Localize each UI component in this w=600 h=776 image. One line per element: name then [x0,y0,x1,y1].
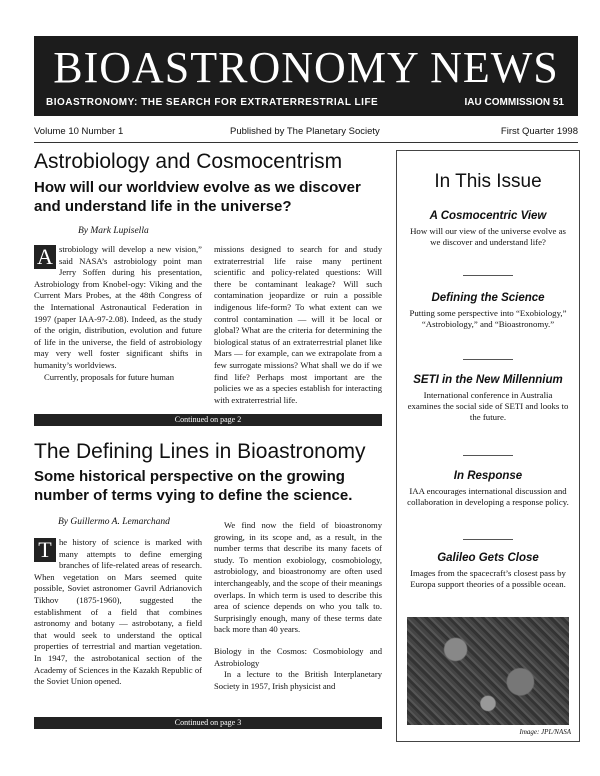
divider [463,455,513,456]
divider [463,359,513,360]
article2-col1-text: he history of science is marked with many attempts to define emerging branches of life-related areas of research. When vegetation on Mars seemed quite possible, Soviet astronomer Gavril Adrianovich Tikhov (1875-1960), suggested the establishment of a field that combines astronomy and botany — astrobotany, a field that would seek to understand the optical properties of terrestrial and martian vegetation. In 1947, the astrobotanical section of the Academy of Sciences in the Kazakh Republic of the Soviet Union opened. [34,537,202,687]
continued-link[interactable]: Continued on page 3 [34,717,382,729]
sidebar-item-desc: International conference in Australia examines the social side of SETI and looks to the future. [407,390,569,422]
sidebar-item-desc: Putting some perspective into “Exobiology,” “Astrobiology,” and “Bioastronomy.” [409,308,567,329]
sidebar-item-head: SETI in the New Millennium [413,374,563,386]
article1-byline: By Mark Lupisella [78,226,149,236]
sidebar-item-defining[interactable] [407,291,569,330]
sidebar-item-desc: How will our view of the universe evolve as we discover and understand life? [410,226,566,247]
article1-deck: How will our worldview evolve as we discover and understand life in the universe? [34,179,361,215]
article2-title: The Defining Lines in Bioastronomy [34,440,366,463]
issue-quarter: First Quarter 1998 [500,126,578,137]
sidebar-item-desc: IAA encourages international discussion and collaboration in developing a response policy. [407,486,569,507]
sidebar-item-head: Defining the Science [431,292,545,304]
article1-column1 [34,244,202,383]
divider [463,539,513,540]
publisher: Published by The Planetary Society [230,126,380,137]
continued-link[interactable]: Continued on page 2 [34,414,382,426]
article2-column2 [214,520,382,692]
article2-col2b-text: In a lecture to the British Interplanetary Society in 1957, Irish physicist and [214,669,382,691]
sidebar-item-response[interactable] [407,469,569,508]
sidebar-item-head: In Response [453,470,523,482]
europa-image [407,617,569,725]
sidebar-item-desc: Images from the spacecraft’s closest pass by Europa support theories of a possible ocean. [410,568,566,589]
article1-col1b-text: Currently, proposals for future human [44,371,174,382]
drop-cap: T [34,538,56,562]
sidebar-title: In This Issue [434,171,542,192]
sidebar-item-seti[interactable] [407,373,569,423]
article2-deck: Some historical perspective on the growing number of terms vying to define the science. [34,468,353,504]
newsletter-subtitle: BIOASTRONOMY: THE SEARCH FOR EXTRATERRESTRIAL LIFE [46,97,379,108]
article2-subhead: Biology in the Cosmos: Cosmobiology and Astrobiology [214,645,382,668]
sidebar-item-cosmocentric[interactable] [407,209,569,248]
commission-label: IAU COMMISSION 51 [464,97,564,108]
article2-byline: By Guillermo A. Lemarchand [58,517,170,527]
sidebar-item-galileo[interactable] [407,551,569,590]
divider [34,142,578,143]
in-this-issue-sidebar [396,150,580,742]
image-credit: Image: JPL/NASA [519,728,571,736]
volume-number: Volume 10 Number 1 [34,126,124,137]
article1-title: Astrobiology and Cosmocentrism [34,150,343,173]
masthead [34,36,578,116]
article1-column2: missions designed to search for and study extraterrestrial life raise many pertinent scientific and policy-related questions: Will there be contaminant leakage? Will such contamination jeopardize or ruin a possible indigenous life-form? To what extent can we control contamination — will it be local or global? What are the criteria for determining the biological status of an extraterrestrial planet like Mars — for example, can we extrapolate from a few surrogate missions? What shall we do if we find life? Perhaps most important are the policies we as a species establish for interacting with extraterrestrial life. [214,244,382,405]
newsletter-title: BIOASTRONOMY NEWS [53,43,559,92]
sidebar-item-head: Galileo Gets Close [437,552,539,564]
sidebar-item-head: A Cosmocentric View [429,210,547,222]
article1-col1-text: strobiology will develop a new vision,” said NASA’s astrobiology point man Jerry Soffen during his presentation, Astrobiology from Knobel-ogy: Viking and the Current Mars Probes, at the 48th Congress of the International Astronautical Federation in 1997 (paper IAA-97-2.08). Indeed, as the study of the origin, distribution, evolution and future of life in the universe, the field of astrobiology may very well foster significant shifts in humanity’s worldviews. [34,244,202,370]
article2-col2-text: We find now the field of bioastronomy growing, in its scope and, as a result, in the number terms that describe its many facets of study. To mention exobiology, cosmobiology, astrobiology, and bioastronomy are often used interchangeably, and the scope of their meanings overlaps. In which term is used to describe this area of science depends on who you talk to. Surprisingly enough, many of these terms date back more than 40 years. [214,520,382,635]
drop-cap: A [34,245,56,269]
divider [463,275,513,276]
article2-column1 [34,537,202,688]
